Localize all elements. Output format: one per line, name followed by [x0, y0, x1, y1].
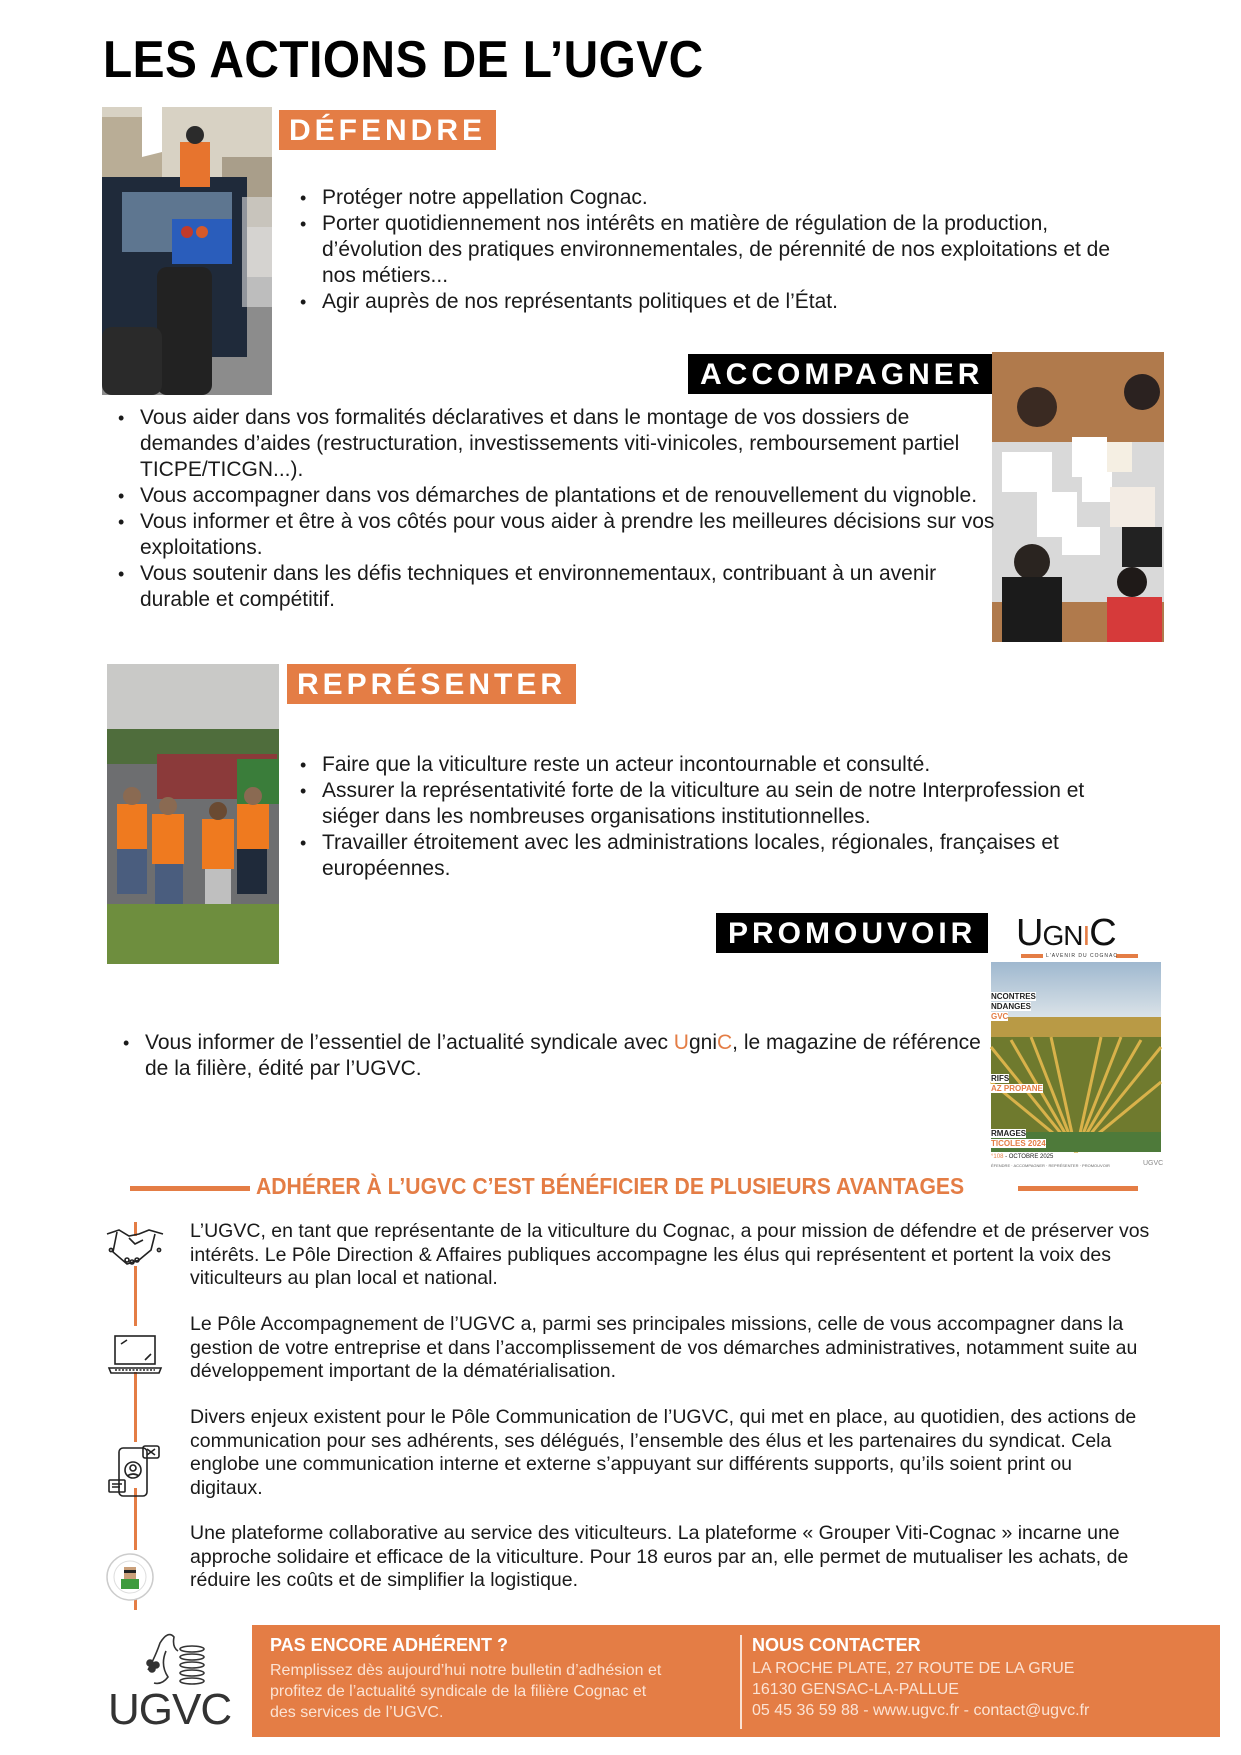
advantages-heading: ADHÉRER À L’UGVC C’EST BÉNÉFICIER DE PLUSIEURS AVANTAGES	[130, 1173, 1030, 1203]
cover-line: NCONTRES	[991, 992, 1036, 1001]
website-link[interactable]: www.ugvc.fr	[872, 1702, 960, 1719]
list-item: • Protéger notre appellation Cognac.	[297, 185, 1147, 211]
cover-line: AZ PROPANE	[991, 1084, 1043, 1093]
footer-banner: PAS ENCORE ADHÉRENT ? Remplissez dès aujourd’hui notre bulletin d’adhésion et profitez de l’actualité syndicale de la filière Cognac et des services de l’UGVC. NOUS CONTACTER LA ROCHE PLATE, 27 ROUTE DE LA GRUE 16130 GENSAC-LA-PALLUE 05 45 36 59 88 - www.ugvc.fr - contact@ugvc.fr	[252, 1625, 1220, 1737]
address-line-2: 16130 GENSAC-LA-PALLUE	[752, 1681, 959, 1698]
laptop-icon	[105, 1332, 165, 1392]
section-label-defendre: DÉFENDRE	[279, 110, 496, 150]
contact-title: NOUS CONTACTER	[752, 1635, 921, 1655]
section-label-representer: REPRÉSENTER	[287, 664, 576, 704]
ugnic-magazine-cover: NCONTRES NDANGES GVC RIFS AZ PROPANE RMAGES TICOLES 2024 °108 - OCTOBRE 2025 ÉFENDRE · ACCOMPAGNER · REPRÉSENTER · PROMOUVOIR UGVC	[991, 962, 1161, 1172]
list-item: • Vous informer et être à vos côtés pour vous aider à prendre les meilleures décisions sur vos exploitations.	[115, 509, 995, 561]
cover-line: NDANGES	[991, 1002, 1032, 1011]
address-line-1: LA ROCHE PLATE, 27 ROUTE DE LA GRUE	[752, 1660, 1075, 1677]
defendre-list	[297, 185, 1147, 315]
list-item: • Travailler étroitement avec les administrations locales, régionales, françaises et européennes.	[297, 830, 1097, 882]
heading-rule-left	[130, 1186, 250, 1191]
representer-list	[297, 752, 1097, 882]
section-label-promouvoir: PROMOUVOIR	[716, 913, 988, 953]
ugnic-magazine-logo: UGNIC L'AVENIR DU COGNAC	[1016, 913, 1146, 961]
list-item: • Vous accompagner dans vos démarches de plantations et de renouvellement du vignoble.	[115, 483, 995, 509]
cover-line: GVC	[991, 1012, 1009, 1021]
advantage-text-1: L’UGVC, en tant que représentante de la viticulture du Cognac, a pour mission de défendre et de préserver vos intérêts. Le Pôle Direction & Affaires publiques accompagne les élus qui représentent et portent la voix des viticulteurs au plan local et national.	[190, 1220, 1150, 1289]
grouper-viti-cognac-badge-icon	[105, 1552, 165, 1612]
join-title: PAS ENCORE ADHÉRENT ?	[270, 1635, 509, 1655]
list-item: • Faire que la viticulture reste un acteur incontournable et consulté.	[297, 752, 1097, 778]
advantage-text-4: Une plateforme collaborative au service des viticulteurs. La plateforme « Grouper Viti-Cognac » incarne une approche solidaire et efficace de la viticulture. Pour 18 euros par an, elle permet de mutualiser les achats, de réduire les coûts et de simplifier la logistique.	[190, 1522, 1129, 1591]
tractor-protest-photo	[102, 107, 272, 395]
heading-rule-right	[1018, 1186, 1138, 1191]
march-orange-shirts-photo	[107, 664, 279, 964]
list-item: • Vous soutenir dans les défis techniques et environnementaux, contribuant à un avenir durable et compétitif.	[115, 561, 995, 613]
email-link[interactable]: contact@ugvc.fr	[973, 1702, 1090, 1719]
list-item: • Assurer la représentativité forte de la viticulture au sein de notre Interprofession et siéger dans les nombreuses organisations institutionnelles.	[297, 778, 1097, 830]
page-title: LES ACTIONS DE L’UGVC	[103, 31, 704, 89]
list-item: • Vous aider dans vos formalités déclaratives et dans le montage de vos dossiers de demandes d’aides (restructuration, investissements viti-vinicoles, remboursement partiel TICPE/TICGN...).	[115, 405, 995, 483]
handshake-icon	[105, 1222, 165, 1282]
team-meeting-photo	[992, 352, 1164, 642]
list-item: • Agir auprès de nos représentants politiques et de l’État.	[297, 289, 1147, 315]
advantage-text-2: Le Pôle Accompagnement de l’UGVC a, parmi ses principales missions, celle de vous accompagner dans la gestion de votre entreprise et dans l’accomplissement de vos démarches administratives, notamment suite au développement important de la dématérialisation.	[190, 1313, 1138, 1382]
smartphone-communication-icon	[105, 1442, 165, 1502]
advantage-text-3: Divers enjeux existent pour le Pôle Communication de l’UGVC, qui met en place, au quotidien, des actions de communication pour ses adhérents, ses délégués, l’ensemble des élus et les partenaires du syndicat. Cela englobe une communication interne et externe s’appuyant sur différents supports, qu’ils soient print ou digitaux.	[190, 1406, 1137, 1499]
cover-line: RMAGES	[991, 1129, 1027, 1138]
accompagner-list	[115, 405, 995, 613]
ugvc-logo: UGVC	[108, 1625, 238, 1737]
cover-line: RIFS	[991, 1074, 1010, 1083]
phone-number[interactable]: 05 45 36 59 88	[752, 1702, 859, 1719]
cover-line: TICOLES 2024	[991, 1139, 1046, 1148]
list-item: • Porter quotidiennement nos intérêts en matière de régulation de la production, d’évolution des pratiques environnementales, de pérennité de nos exploitations et de nos métiers...	[297, 211, 1147, 289]
promouvoir-list	[120, 1030, 990, 1082]
section-label-accompagner: ACCOMPAGNER	[688, 354, 995, 394]
list-item: • Vous informer de l’essentiel de l’actualité syndicale avec UgniC, le magazine de référence de la filière, édité par l’UGVC.	[120, 1030, 990, 1082]
